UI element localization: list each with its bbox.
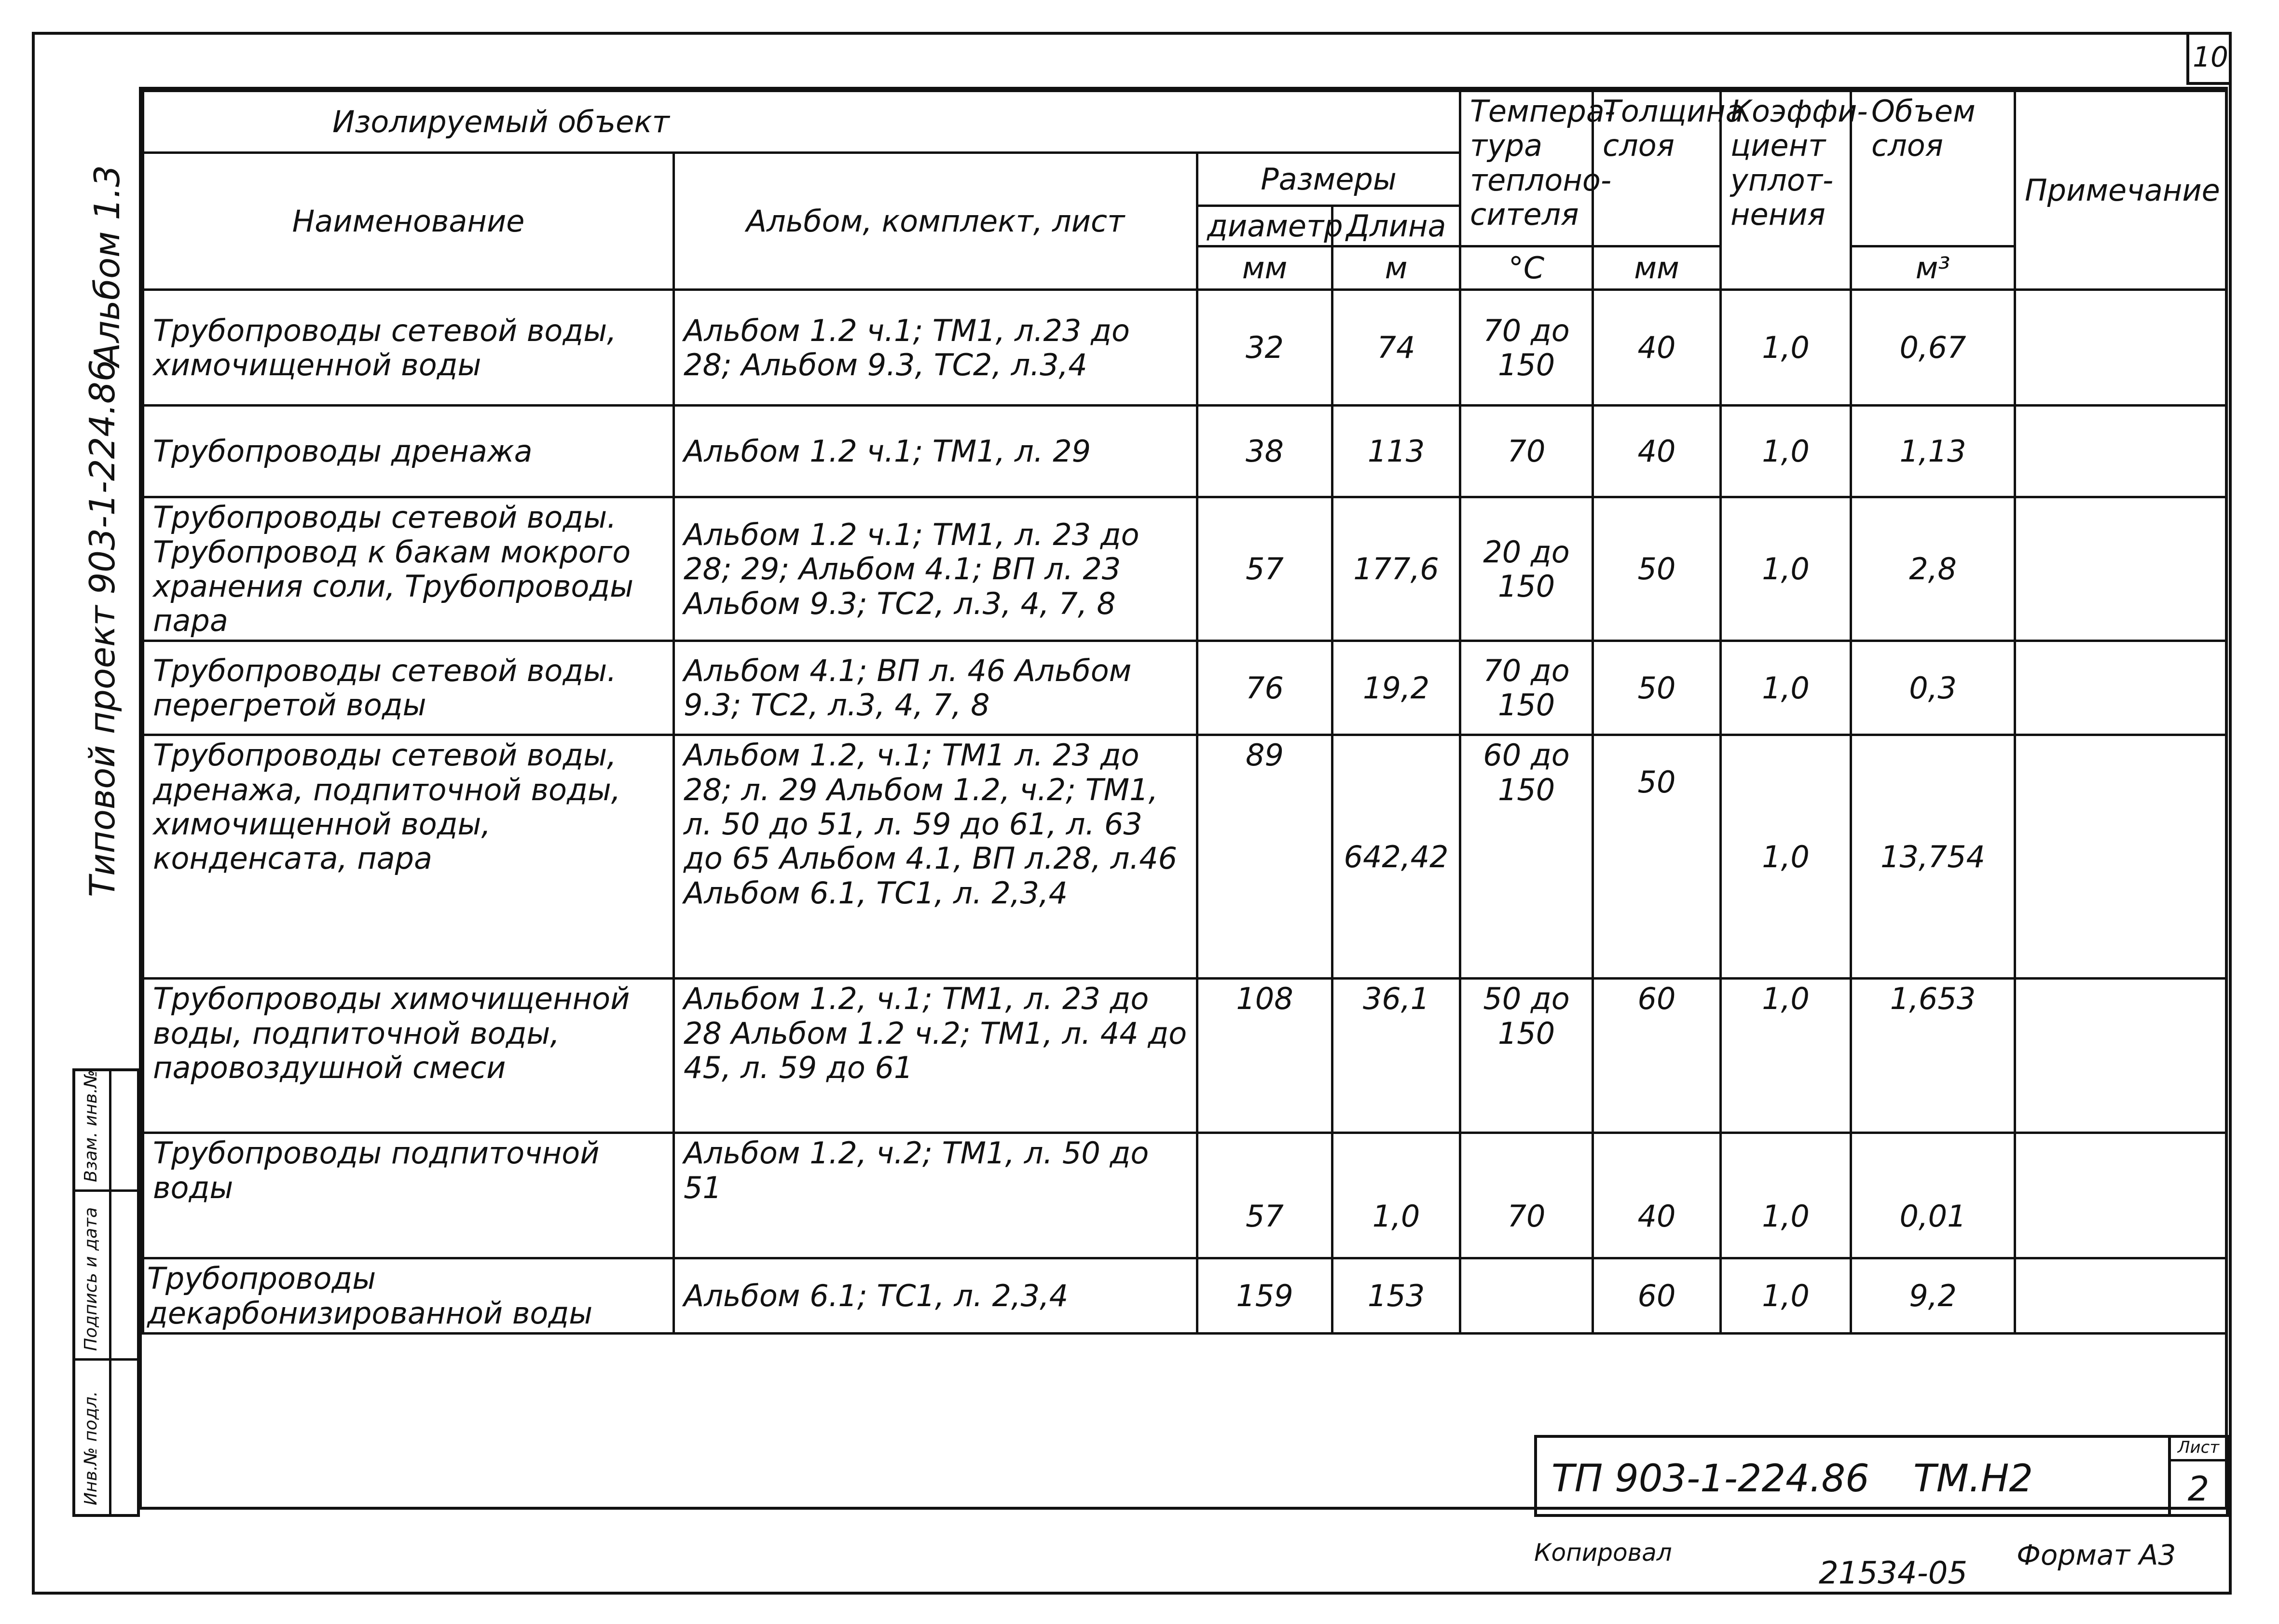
row-coef: 1,0 [1721,290,1851,406]
unit-thickness: мм [1593,246,1721,290]
row-length: 19,2 [1332,641,1460,735]
row-volume: 0,67 [1851,290,2015,406]
table-row [143,641,2226,735]
project-designation: Типовой проект 903-1-224.86 [82,359,123,897]
row-temp: 70 [1460,1133,1593,1258]
stamp-cell-replace [75,1071,137,1192]
row-name: Трубопроводы сетевой воды. Трубопровод к бакам мокрого хранения соли, Трубопроводы пара [143,497,674,641]
stamp-cell-signature [75,1192,137,1361]
row-album: Альбом 1.2 ч.1; ТМ1, л.23 до 28; Альбом 9.3, ТС2, л.3,4 [674,290,1197,406]
footer-format: Формат А3 [2017,1539,2176,1571]
unit-diameter: мм [1197,246,1332,290]
stamp-cell-inventory [75,1361,137,1514]
table-row [143,735,2226,979]
row-diameter: 108 [1197,979,1332,1133]
main-area [139,87,2228,1510]
unit-temp: °С [1460,246,1593,290]
sheet-box [2168,1438,2226,1514]
row-diameter: 57 [1197,1133,1332,1258]
row-name: Трубопроводы декарбонизированной воды [143,1258,674,1334]
sheet-code: ТМ.Н2 [1913,1457,2033,1501]
row-album: Альбом 1.2, ч.1; ТМ1 л. 23 до 28; л. 29 Альбом 1.2, ч.2; ТМ1, л. 50 до 51, л. 59 до 61, л. 63 до 65 Альбом 4.1, ВП л.28, л.46 Альбом 6.1, ТС1, л. 2,3,4 [674,735,1197,979]
row-thickness: 50 [1593,735,1721,979]
row-name: Трубопроводы дренажа [143,406,674,497]
row-length: 74 [1332,290,1460,406]
footer-number: 21534-05 [1819,1556,1968,1591]
row-name: Трубопроводы сетевой воды. перегретой воды [143,641,674,735]
table-row [143,979,2226,1133]
row-diameter: 57 [1197,497,1332,641]
header-temp: Темпера-тура теплоно-сителя [1460,91,1593,246]
row-name: Трубопроводы сетевой воды, химочищенной воды [143,290,674,406]
row-coef: 1,0 [1721,735,1851,979]
page-number: 10 [2186,32,2232,85]
table-row [143,1133,2226,1258]
row-diameter: 32 [1197,290,1332,406]
row-thickness: 60 [1593,1258,1721,1334]
album-designation: Альбом 1.3 [87,165,127,367]
header-sizes: Размеры [1197,153,1460,206]
row-temp: 70 до 150 [1460,641,1593,735]
sheet-number: 2 [2187,1469,2210,1509]
table-row [143,290,2226,406]
row-thickness: 50 [1593,497,1721,641]
row-thickness: 50 [1593,641,1721,735]
row-note [2015,406,2226,497]
row-album: Альбом 1.2 ч.1; ТМ1, л. 23 до 28; 29; Альбом 4.1; ВП л. 23 Альбом 9.3; ТС2, л.3, 4, 7, 8 [674,497,1197,641]
row-volume: 9,2 [1851,1258,2015,1334]
row-temp [1460,1258,1593,1334]
document-code: ТП 903-1-224.86 [1551,1457,1869,1501]
header-diameter: диаметр [1197,206,1332,246]
row-volume: 2,8 [1851,497,2015,641]
header-length: Длина [1332,206,1460,246]
row-note [2015,979,2226,1133]
sidebar-title [82,0,135,897]
row-length: 1,0 [1332,1133,1460,1258]
table-row [143,497,2226,641]
approval-stamp [72,1068,140,1517]
row-album: Альбом 4.1; ВП л. 46 Альбом 9.3; ТС2, л.3, 4, 7, 8 [674,641,1197,735]
table-row [143,406,2226,497]
row-coef: 1,0 [1721,406,1851,497]
row-volume: 0,3 [1851,641,2015,735]
stamp-label-replace: Взам. инв.№ [81,1070,101,1182]
row-thickness: 40 [1593,406,1721,497]
row-album: Альбом 1.2, ч.1; ТМ1, л. 23 до 28 Альбом 1.2 ч.2; ТМ1, л. 44 до 45, л. 59 до 61 [674,979,1197,1133]
row-length: 113 [1332,406,1460,497]
sheet-label: Лист [2171,1438,2226,1461]
row-length: 36,1 [1332,979,1460,1133]
unit-length: м [1332,246,1460,290]
row-note [2015,735,2226,979]
row-thickness: 40 [1593,290,1721,406]
row-diameter: 76 [1197,641,1332,735]
row-length: 153 [1332,1258,1460,1334]
header-note: Примечание [2015,91,2226,290]
row-note [2015,1258,2226,1334]
group-header: Изолируемый объект [143,91,1460,153]
row-album: Альбом 6.1; ТС1, л. 2,3,4 [674,1258,1197,1334]
header-thickness: Толщина слоя [1593,91,1721,246]
row-coef: 1,0 [1721,1133,1851,1258]
row-diameter: 38 [1197,406,1332,497]
title-block [1534,1435,2229,1517]
row-thickness: 40 [1593,1133,1721,1258]
row-thickness: 60 [1593,979,1721,1133]
table-row [143,1258,2226,1334]
row-diameter: 89 [1197,735,1332,979]
row-coef: 1,0 [1721,979,1851,1133]
row-note [2015,497,2226,641]
row-name: Трубопроводы химочищенной воды, подпиточной воды, паровоздушной смеси [143,979,674,1133]
row-volume: 13,754 [1851,735,2015,979]
row-volume: 1,13 [1851,406,2015,497]
row-temp: 60 до 150 [1460,735,1593,979]
row-album: Альбом 1.2 ч.1; ТМ1, л. 29 [674,406,1197,497]
footer-copied: Копировал [1534,1539,1672,1567]
row-diameter: 159 [1197,1258,1332,1334]
row-temp: 70 [1460,406,1593,497]
row-length: 642,42 [1332,735,1460,979]
unit-volume: м³ [1851,246,2015,290]
header-coef: Коэффи-циент уплот-нения [1721,91,1851,290]
row-volume: 1,653 [1851,979,2015,1133]
row-coef: 1,0 [1721,497,1851,641]
row-temp: 70 до 150 [1460,290,1593,406]
stamp-label-signature: Подпись и дата [81,1207,101,1351]
insulation-table [142,90,2227,1335]
row-name: Трубопроводы сетевой воды, дренажа, подпиточной воды, химочищенной воды, конденсата, пара [143,735,674,979]
row-album: Альбом 1.2, ч.2; ТМ1, л. 50 до 51 [674,1133,1197,1258]
row-note [2015,641,2226,735]
header-name: Наименование [143,153,674,290]
header-row-1 [143,91,2226,153]
row-temp: 50 до 150 [1460,979,1593,1133]
row-note [2015,1133,2226,1258]
row-note [2015,290,2226,406]
header-album: Альбом, комплект, лист [674,153,1197,290]
row-coef: 1,0 [1721,1258,1851,1334]
row-volume: 0,01 [1851,1133,2015,1258]
row-name: Трубопроводы подпиточной воды [143,1133,674,1258]
row-coef: 1,0 [1721,641,1851,735]
header-volume: Объем слоя [1851,91,2015,246]
row-length: 177,6 [1332,497,1460,641]
row-temp: 20 до 150 [1460,497,1593,641]
stamp-label-inventory: Инв.№ подл. [81,1391,101,1505]
